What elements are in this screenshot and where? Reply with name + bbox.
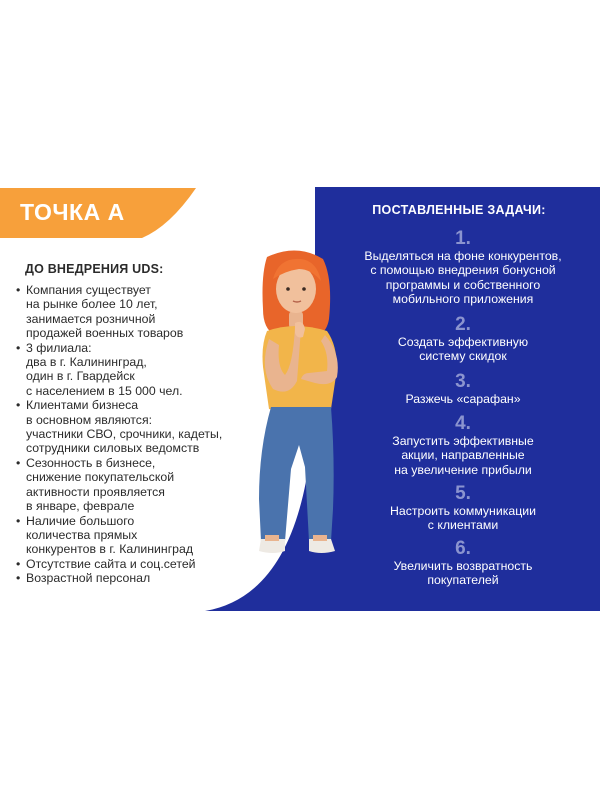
task-number: 6. [455, 538, 471, 559]
task-text: Увеличить возвратность покупателей [393, 559, 533, 588]
slide [0, 187, 600, 611]
bullet-item: • Сезонность в бизнесе, снижение покупательской активности проявляется в январе, феврале [14, 456, 264, 514]
task-text: Настроить коммуникации с клиентами [390, 504, 536, 533]
task-number: 4. [455, 413, 471, 434]
right-section-title: ПОСТАВЛЕННЫЕ ЗАДАЧИ: [372, 203, 546, 217]
task-item [338, 414, 588, 477]
task-text: Запустить эффективные акции, направленные на увеличение прибыли [392, 434, 534, 477]
task-text: Разжечь «сарафан» [405, 392, 521, 406]
task-item [338, 372, 588, 406]
task-item [338, 484, 588, 533]
thinking-girl-illustration [245, 249, 350, 567]
task-number: 5. [455, 483, 471, 504]
task-item [338, 315, 588, 364]
bullet-item: • 3 филиала: два в г. Калининград, один в г. Гвардейск с населением в 15 000 чел. [14, 341, 264, 399]
task-item [338, 229, 588, 307]
bullet-item: • Клиентами бизнеса в основном являются: участники СВО, срочники, кадеты, сотрудники силовых ведомств [14, 398, 264, 456]
point-label: ТОЧКА А [20, 199, 125, 225]
bullet-item: • Наличие большого количества прямых конкурентов в г. Калининград [14, 514, 264, 557]
task-number: 1. [455, 228, 471, 249]
task-number: 3. [455, 371, 471, 392]
left-section-title: ДО ВНЕДРЕНИЯ UDS: [25, 262, 164, 276]
task-item [338, 539, 588, 588]
task-text: Выделяться на фоне конкурентов, с помощью внедрения бонусной программы и собственного мобильного приложения [364, 249, 562, 307]
left-bullet-list [14, 283, 264, 586]
bullet-item: • Отсутствие сайта и соц.сетей [14, 557, 264, 571]
bullet-item: • Компания существует на рынке более 10 лет, занимается розничной продажей военных товаров [14, 283, 264, 341]
task-text: Создать эффективную систему скидок [397, 335, 529, 364]
bullet-item: • Возрастной персонал [14, 571, 264, 585]
task-number: 2. [455, 314, 471, 335]
